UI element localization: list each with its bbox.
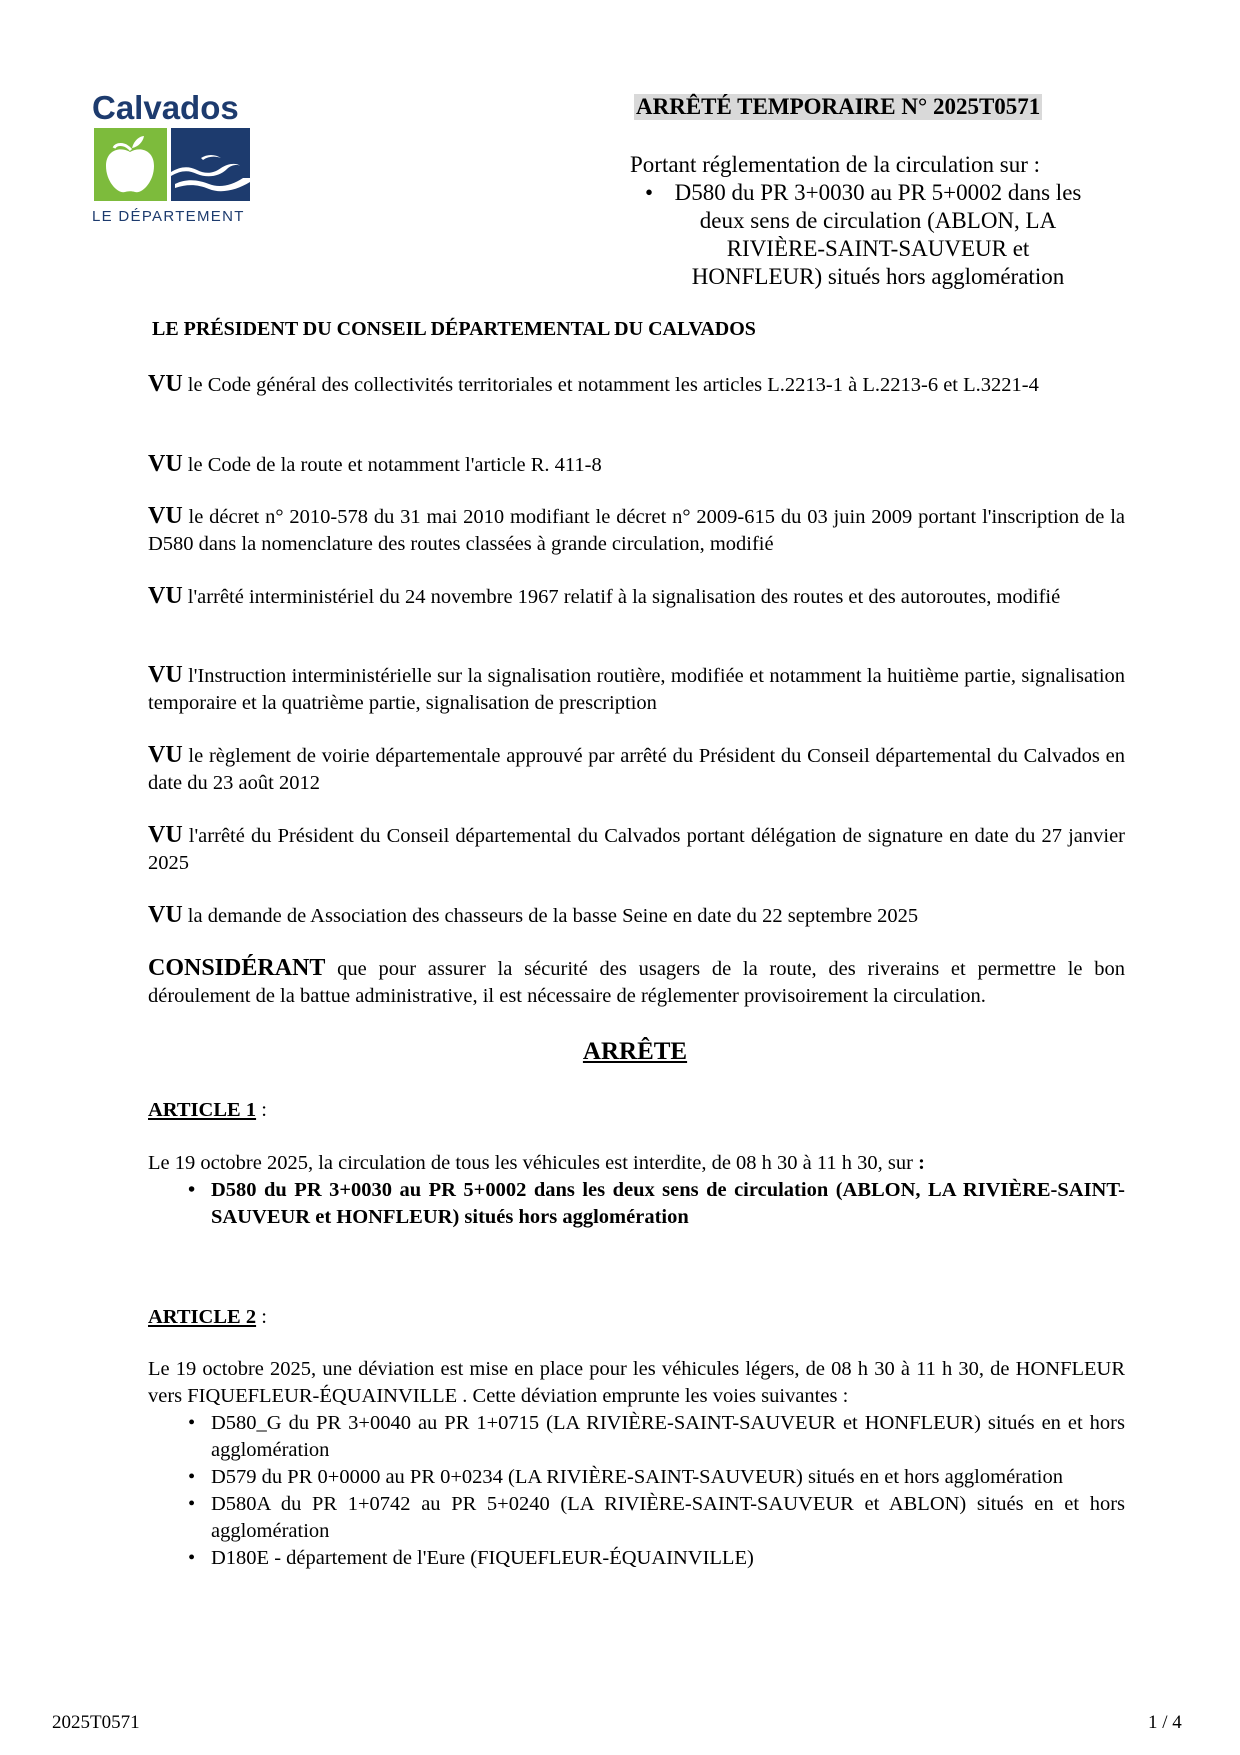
list-item: • D580 du PR 3+0030 au PR 5+0002 dans les deux sens de circulation (ABLON, LA RIVIÈRE-SAINT-SAUVEUR et HONFLEUR) situés hors agglomération — [148, 1177, 1125, 1231]
considerant-paragraph — [148, 955, 1125, 1010]
vu-text: le Code de la route et notamment l'article R. 411-8 — [187, 454, 602, 476]
list-item: • D580_G du PR 3+0040 au PR 1+0715 (LA RIVIÈRE-SAINT-SAUVEUR et HONFLEUR) situés en et hors agglomération — [148, 1410, 1125, 1464]
article-1-colon: : — [256, 1099, 267, 1121]
article-1-list — [148, 1177, 1125, 1231]
vu-text: l'Instruction interministérielle sur la signalisation routière, modifiée et notamment la huitième partie, signalisation temporaire et la quatrième partie, signalisation de prescription — [148, 665, 1126, 714]
article-1-intro: Le 19 octobre 2025, la circulation de tous les véhicules est interdite, de 08 h 30 à 11 h 30, sur — [148, 1152, 913, 1174]
vu-text: l'arrêté interministériel du 24 novembre 1967 relatif à la signalisation des routes et des autoroutes, modifié — [187, 586, 1061, 608]
vu-text: le règlement de voirie départementale approuvé par arrêté du Président du Conseil départemental du Calvados en date du 23 août 2012 — [148, 745, 1125, 794]
document-title: ARRÊTÉ TEMPORAIRE N° 2025T0571 — [636, 94, 1041, 119]
bullet-icon: • — [645, 180, 654, 205]
vu-paragraph — [148, 662, 1125, 717]
list-item: • D579 du PR 0+0000 au PR 0+0234 (LA RIVIÈRE-SAINT-SAUVEUR) situés en et hors agglomération — [148, 1464, 1125, 1491]
vu-text: le Code général des collectivités territoriales et notamment les articles L.2213-1 à L.2213-6 et L.3221-4 — [187, 374, 1039, 396]
calvados-logo — [92, 90, 262, 230]
article-2-list — [148, 1410, 1125, 1572]
president-heading: LE PRÉSIDENT DU CONSEIL DÉPARTEMENTAL DU CALVADOS — [152, 318, 756, 340]
vu-text: l'arrêté du Président du Conseil départemental du Calvados portant délégation de signature en date du 27 janvier 2025 — [148, 825, 1125, 874]
article-2-body — [148, 1356, 1125, 1572]
logo-green-panel — [94, 128, 167, 201]
list-item: • D180E - département de l'Eure (FIQUEFLEUR-ÉQUAINVILLE) — [148, 1545, 1125, 1572]
vu-label: VU — [148, 503, 183, 529]
logo-subtitle: LE DÉPARTEMENT — [92, 208, 245, 225]
considerant-label: CONSIDÉRANT — [148, 955, 326, 981]
vu-paragraph — [148, 822, 1125, 877]
logo-wordmark: Calvados — [92, 89, 239, 126]
vu-label: VU — [148, 583, 183, 609]
list-item: • D580A du PR 1+0742 au PR 5+0240 (LA RIVIÈRE-SAINT-SAUVEUR et ABLON) situés en et hors agglomération — [148, 1491, 1125, 1545]
vu-label: VU — [148, 371, 183, 397]
vu-label: VU — [148, 662, 183, 688]
waves-icon — [171, 128, 250, 201]
vu-paragraph — [148, 371, 1125, 399]
vu-paragraph — [148, 583, 1125, 611]
article-2-heading — [148, 1306, 267, 1329]
vu-label: VU — [148, 451, 183, 477]
article-1-title: ARTICLE 1 — [148, 1099, 257, 1121]
vu-text: le décret n° 2010-578 du 31 mai 2010 modifiant le décret n° 2009-615 du 03 juin 2009 portant l'inscription de la D580 dans la nomenclature des routes classées à grande circulation, modifié — [148, 506, 1125, 555]
article-1-body — [148, 1150, 1125, 1231]
regulation-intro: Portant réglementation de la circulation sur : — [630, 152, 1041, 177]
header-bullet-text: D580 du PR 3+0030 au PR 5+0002 dans les deux sens de circulation (ABLON, LA RIVIÈRE-SAINT-SAUVEUR et HONFLEUR) situés hors agglomération — [674, 180, 1082, 289]
vu-label: VU — [148, 742, 183, 768]
logo-blue-panel — [171, 128, 250, 201]
vu-text: la demande de Association des chasseurs de la basse Seine en date du 22 septembre 2025 — [187, 905, 919, 927]
vu-paragraph — [148, 503, 1125, 558]
considerant-text: que pour assurer la sécurité des usagers de la route, des riverains et permettre le bon déroulement de la battue administrative, il est nécessaire de réglementer provisoirement la circulation. — [148, 958, 1125, 1007]
article-2-colon: : — [256, 1306, 267, 1328]
arrete-heading: ARRÊTE — [582, 1038, 688, 1065]
article-1-heading — [148, 1099, 267, 1122]
vu-paragraph — [148, 451, 1125, 479]
footer-reference: 2025T0571 — [52, 1712, 140, 1733]
article-1-intro-end: : — [912, 1152, 925, 1174]
vu-label: VU — [148, 902, 183, 928]
vu-paragraph — [148, 902, 1125, 930]
apple-icon — [94, 128, 167, 201]
vu-paragraph — [148, 742, 1125, 797]
footer-page-number: 1 / 4 — [1148, 1712, 1182, 1733]
article-2-intro: Le 19 octobre 2025, une déviation est mise en place pour les véhicules légers, de 08 h 30 à 11 h 30, de HONFLEUR vers FIQUEFLEUR-ÉQUAINVILLE . Cette déviation emprunte les voies suivantes : — [148, 1358, 1125, 1407]
vu-label: VU — [148, 822, 183, 848]
article-2-title: ARTICLE 2 — [148, 1306, 257, 1328]
